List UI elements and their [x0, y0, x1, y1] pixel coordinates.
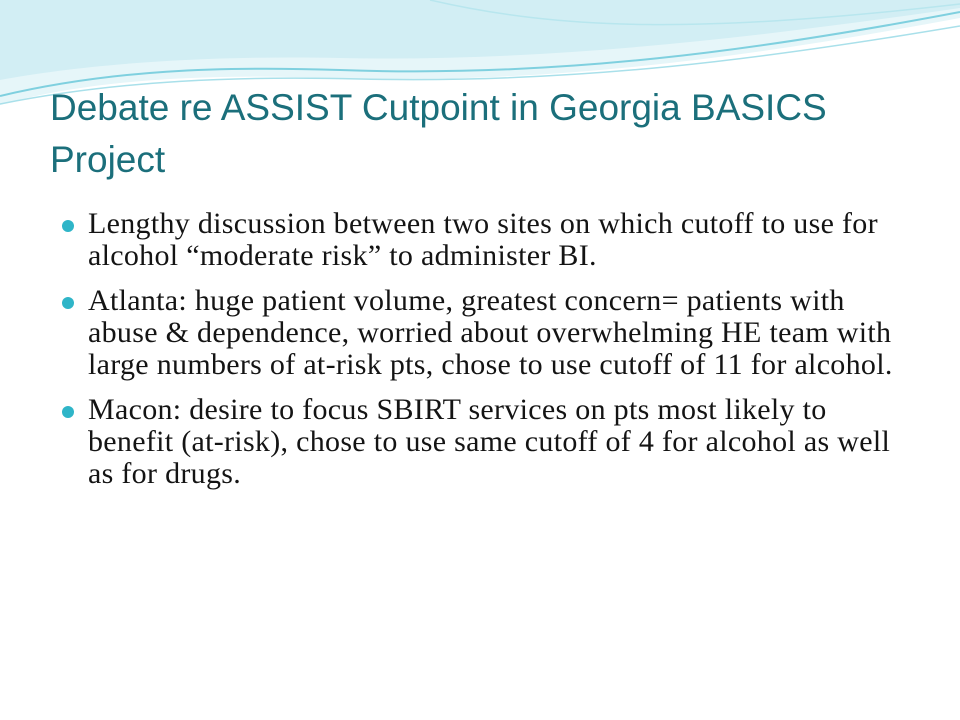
bullet-item: [60, 394, 900, 490]
bullet-list: [60, 208, 900, 503]
bullet-text: Lengthy discussion between two sites on which cutoff to use for alcohol “moderate risk” to administer BI.: [88, 207, 878, 272]
bullet-item: [60, 285, 900, 381]
bullet-dot-icon: [62, 406, 74, 418]
slide-title: Debate re ASSIST Cutpoint in Georgia BASICS Project: [50, 87, 827, 180]
bullet-dot-icon: [62, 220, 74, 232]
bullet-text: Atlanta: huge patient volume, greatest concern= patients with abuse & dependence, worried about overwhelming HE team with large numbers of at-risk pts, chose to use cutoff of 11 for alcohol.: [88, 284, 893, 381]
bullet-text: Macon: desire to focus SBIRT services on pts most likely to benefit (at-risk), chose to use same cutoff of 4 for alcohol as well as for drugs.: [88, 393, 891, 490]
bullet-item: [60, 208, 900, 272]
bullet-dot-icon: [62, 297, 74, 309]
